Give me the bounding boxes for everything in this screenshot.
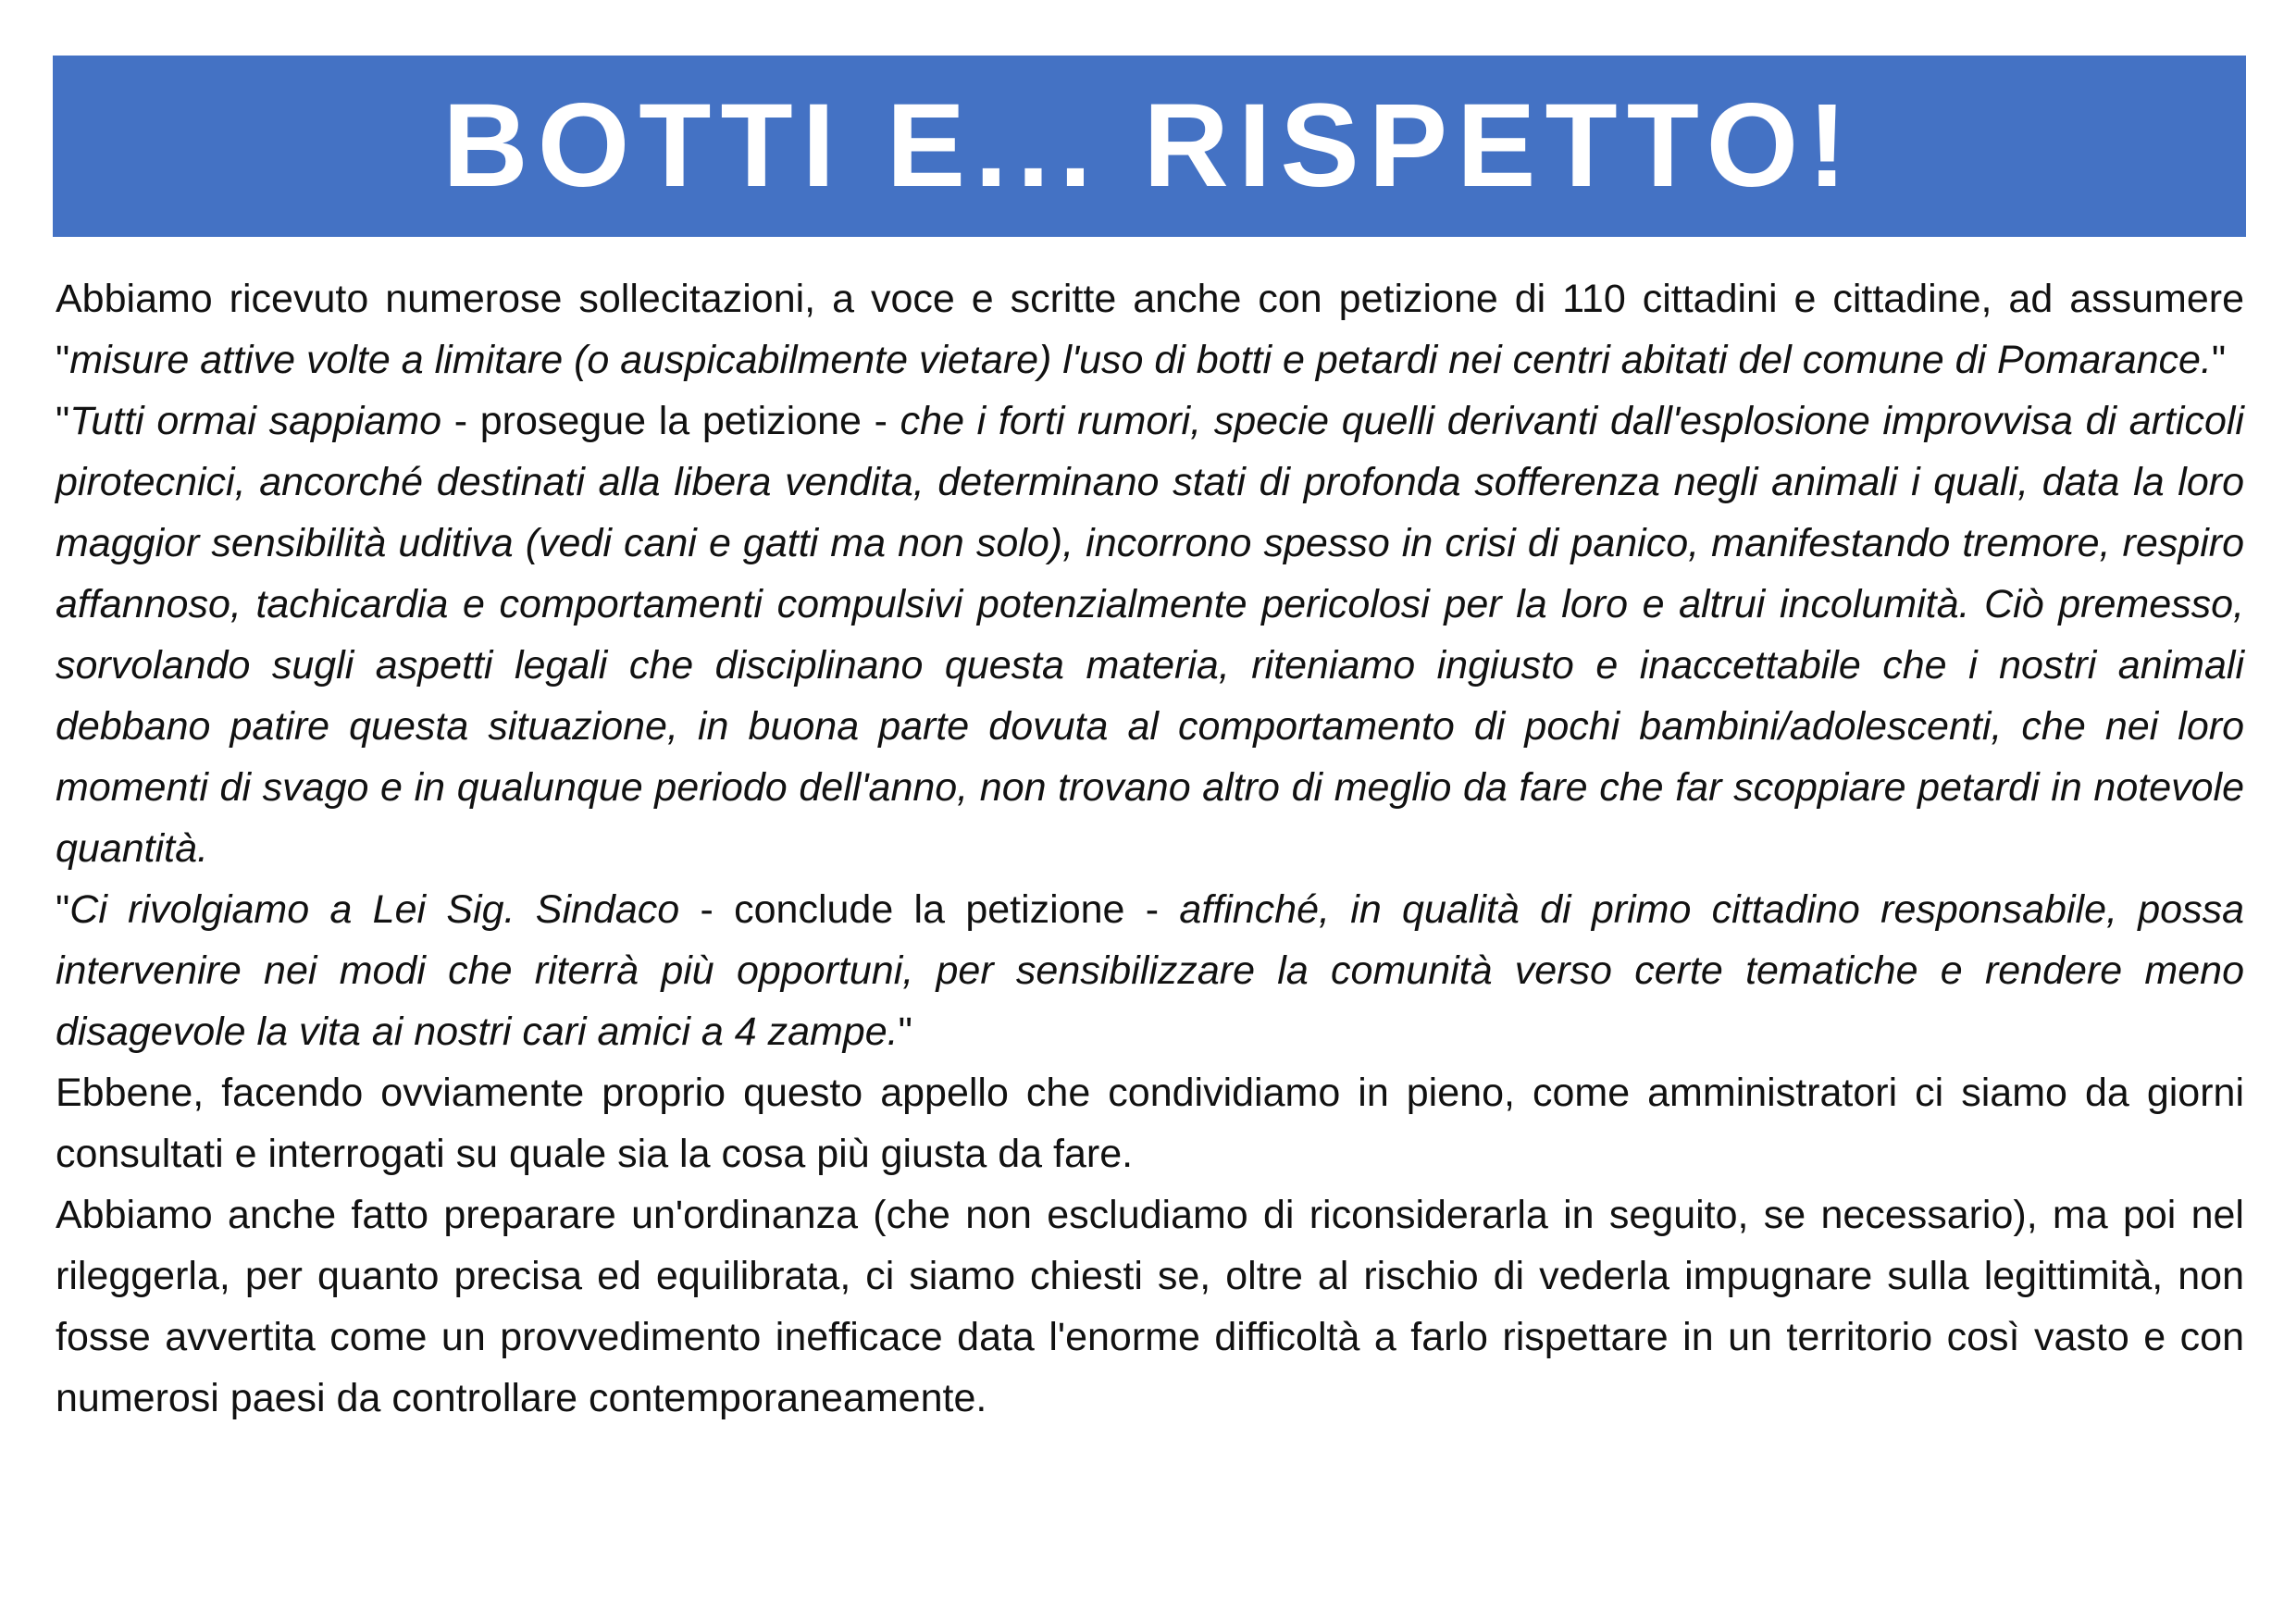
text-run-italic: affinché, in qualità di primo cittadino responsabile, possa intervenire nei modi che riterrà più opportuni, per sensibilizzare la comunità verso certe tematiche e rendere meno disagevole la vita ai nostri cari amici a 4 zampe.	[56, 887, 2244, 1054]
text-run: "	[56, 887, 70, 932]
text-run: Abbiamo ricevuto numerose sollecitazioni, a voce e scritte anche con petizione di 110 cittadini e cittadine, ad assumere "	[56, 277, 2244, 382]
title-banner	[53, 56, 2246, 237]
paragraph-petition-conclusion	[56, 879, 2244, 1062]
text-run: "	[56, 399, 70, 443]
text-run: "	[898, 1010, 912, 1054]
text-run-italic: misure attive volte a limitare (o auspicabilmente vietare) l'uso di botti e petardi nei centri abitati del comune di Pomarance.	[69, 338, 2212, 382]
text-run: - conclude la petizione -	[679, 887, 1180, 932]
paragraph-intro	[56, 268, 2244, 390]
text-run: Abbiamo anche fatto preparare un'ordinanza (che non escludiamo di riconsiderarla in seguito, se necessario), ma poi nel rileggerla, per quanto precisa ed equilibrata, ci siamo chiesti se, oltre al rischio di vederla impugnare sulla legittimità, non fosse avvertita come un provvedimento inefficace data l'enorme difficoltà a farlo rispettare in un territorio così vasto e con numerosi paesi da controllare contemporaneamente.	[56, 1193, 2244, 1420]
page-title: BOTTI E... RISPETTO!	[442, 80, 1856, 212]
paragraph-ordinance	[56, 1184, 2244, 1429]
article-body	[56, 268, 2244, 1429]
text-run-italic: che i forti rumori, specie quelli derivanti dall'esplosione improvvisa di articoli pirotecnici, ancorché destinati alla libera vendita, determinano stati di profonda sofferenza negli animali i quali, data la loro maggior sensibilità uditiva (vedi cani e gatti ma non solo), incorrono spesso in crisi di panico, manifestando tremore, respiro affannoso, tachicardia e comportamenti compulsivi potenzialmente pericolosi per la loro e altrui incolumità. Ciò premesso, sorvolando sugli aspetti legali che disciplinano questa materia, riteniamo ingiusto e inaccettabile che i nostri animali debbano patire questa situazione, in buona parte dovuta al comportamento di pochi bambini/adolescenti, che nei loro momenti di svago e in qualunque periodo dell'anno, non trovano altro di meglio da fare che far scoppiare petardi in notevole quantità.	[56, 399, 2244, 871]
text-run-italic: Ci rivolgiamo a Lei Sig. Sindaco	[69, 887, 680, 932]
text-run-italic: Tutti ormai sappiamo	[69, 399, 442, 443]
text-run: - prosegue la petizione -	[441, 399, 900, 443]
text-run: "	[2211, 338, 2227, 382]
paragraph-response	[56, 1062, 2244, 1184]
paragraph-petition-quote	[56, 390, 2244, 879]
text-run: Ebbene, facendo ovviamente proprio questo appello che condividiamo in pieno, come amministratori ci siamo da giorni consultati e interrogati su quale sia la cosa più giusta da fare.	[56, 1071, 2244, 1176]
